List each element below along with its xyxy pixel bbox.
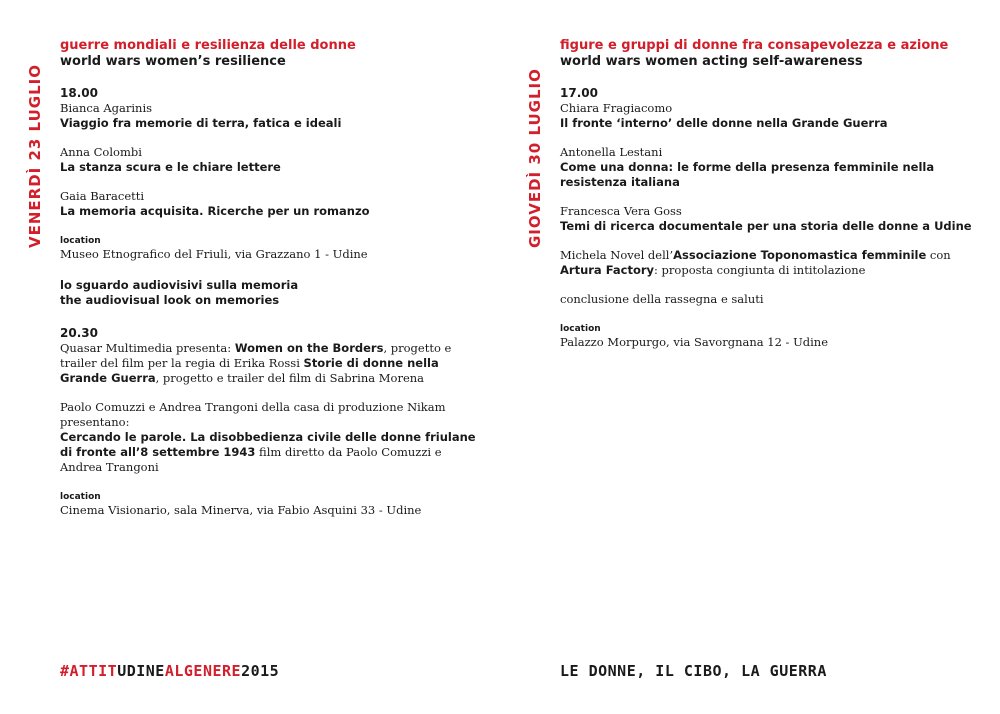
date-label-right: GIOVEDÌ 30 LUGLIO (526, 68, 544, 248)
footer-hashtag: #ATTITUDINEALGENERE2015 (60, 662, 280, 680)
section-title-en: world wars women acting self-awareness (560, 54, 863, 69)
talk-title: Viaggio fra memorie di terra, fatica e ideali (60, 116, 342, 130)
section-title-en: world wars women’s resilience (60, 54, 286, 69)
date-label-left: VENERDÌ 23 LUGLIO (26, 64, 44, 248)
location-label: location (60, 236, 101, 246)
section-title-it: guerre mondiali e resilienza delle donne (60, 38, 356, 53)
time-17: 17.00 (560, 86, 598, 100)
speaker-name: Anna Colombi (60, 145, 142, 159)
talk-title: La stanza scura e le chiare lettere (60, 160, 281, 174)
location-label: location (560, 324, 601, 334)
program-paragraph: Michela Novel dell’Associazione Toponomastica femminile con Artura Factory: proposta congiunta di intitolazione (560, 248, 951, 277)
left-column (60, 38, 480, 518)
footer-title: LE DONNE, IL CIBO, LA GUERRA (560, 662, 827, 680)
location-value: Museo Etnografico del Friuli, via Grazzano 1 - Udine (60, 247, 368, 261)
talk-title: Il fronte ‘interno’ delle donne nella Grande Guerra (560, 116, 888, 130)
program-paragraph-2: Paolo Comuzzi e Andrea Trangoni della casa di produzione Nikam presentano: Cercando le parole. La disobbedienza civile delle donne friulane di fronte all’8 settembre 1943 film diretto da Paolo Comuzzi e Andrea Trangoni (60, 400, 476, 474)
subsection-title-it: lo sguardo audiovisivi sulla memoria (60, 278, 299, 292)
speaker-name: Antonella Lestani (560, 145, 663, 159)
time-18: 18.00 (60, 86, 98, 100)
closing-text: conclusione della rassegna e saluti (560, 292, 764, 306)
talk-title: La memoria acquisita. Ricerche per un romanzo (60, 204, 370, 218)
location-value: Palazzo Morpurgo, via Savorgnana 12 - Udine (560, 335, 829, 349)
time-2030: 20.30 (60, 326, 98, 340)
speaker-name: Gaia Baracetti (60, 189, 145, 203)
section-title-it: figure e gruppi di donne fra consapevolezza e azione (560, 38, 949, 53)
speaker-name: Bianca Agarinis (60, 101, 153, 115)
location-value: Cinema Visionario, sala Minerva, via Fabio Asquini 33 - Udine (60, 503, 422, 517)
subsection-title-en: the audiovisual look on memories (60, 293, 280, 307)
talk-title: Come una donna: le forme della presenza femminile nella resistenza italiana (560, 160, 935, 189)
speaker-name: Chiara Fragiacomo (560, 101, 673, 115)
location-label: location (60, 492, 101, 502)
speaker-name: Francesca Vera Goss (560, 204, 682, 218)
right-column (560, 38, 980, 350)
talk-title: Temi di ricerca documentale per una storia delle donne a Udine (560, 219, 972, 233)
program-paragraph-1: Quasar Multimedia presenta: Women on the Borders, progetto e trailer del film per la regia di Erika Rossi Storie di donne nella Grande Guerra, progetto e trailer del film di Sabrina Morena (60, 341, 452, 385)
